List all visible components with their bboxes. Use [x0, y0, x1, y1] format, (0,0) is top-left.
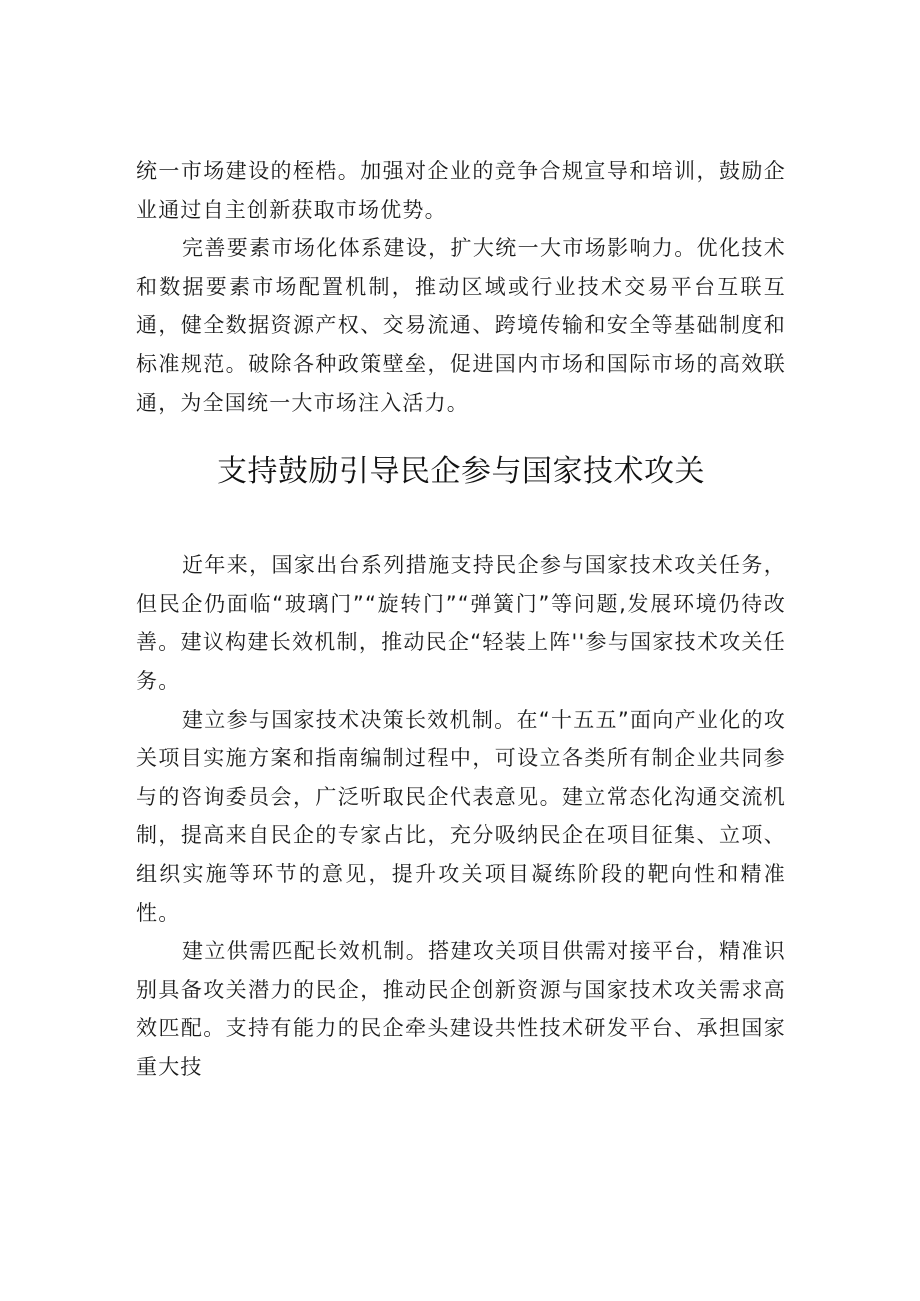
paragraph-supply-demand-mechanism: 建立供需匹配长效机制。搭建攻关项目供需对接平台，精准识别具备攻关潜力的民企，推动民企创新资源与国家技术攻关需求高效匹配。支持有能力的民企牵头建设共性技术研发平台、承担国家重大技 [136, 939, 786, 1079]
section-heading: 支持鼓励引导民企参与国家技术攻关 [217, 454, 705, 490]
document-body [136, 152, 786, 1086]
paragraph-factor-market: 完善要素市场化体系建设，扩大统一大市场影响力。优化技术和数据要素市场配置机制，推动区域或行业技术交易平台互联互通，健全数据资源产权、交易流通、跨境传输和安全等基础制度和标准规范。破除各种政策壁垒，促进国内市场和国际市场的高效联通，为全国统一大市场注入活力。 [136, 236, 786, 415]
paragraph-decision-mechanism: 建立参与国家技术决策长效机制。在“十五五”面向产业化的攻关项目实施方案和指南编制过程中，可设立各类所有制企业共同参与的咨询委员会，广泛听取民企代表意见。建立常态化沟通交流机制，提高来自民企的专家占比，充分吸纳民企在项目征集、立项、组织实施等环节的意见，提升攻关项目凝练阶段的靶向性和精准性。 [136, 707, 786, 925]
paragraph-intro-private-enterprises: 近年来，国家出台系列措施支持民企参与国家技术攻关任务，但民企仍面临“玻璃门”“旋转门”“弹簧门”等问题,发展环境仍待改善。建议构建长效机制，推动民企“轻装上阵''参与国家技术攻关任务。 [136, 553, 786, 693]
paragraph-market-compliance: 统一市场建设的桎梏。加强对企业的竞争合规宣导和培训，鼓励企业通过自主创新获取市场优势。 [136, 159, 786, 222]
